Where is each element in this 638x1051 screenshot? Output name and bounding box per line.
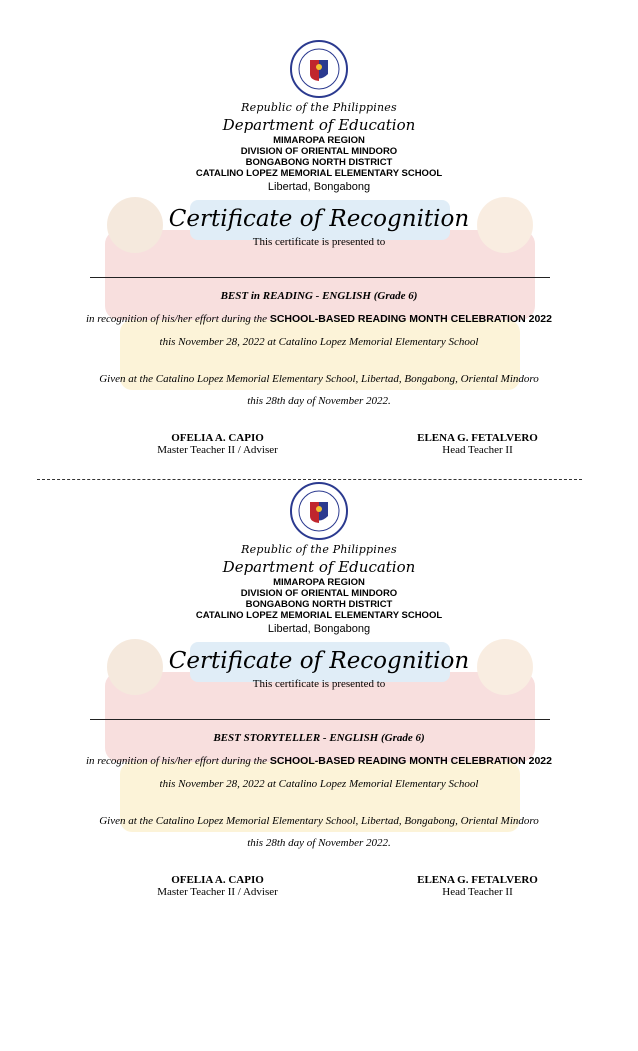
district-label: BONGABONG NORTH DISTRICT	[245, 599, 393, 610]
signatory-left-position: Master Teacher II / Adviser	[157, 886, 278, 898]
signatory-right-name: ELENA G. FETALVERO	[417, 432, 538, 444]
signatory-left-name: OFELIA A. CAPIO	[171, 874, 264, 886]
day-line: this 28th day of November 2022.	[247, 837, 391, 849]
signatory-left	[130, 874, 305, 898]
recognition-line	[0, 755, 638, 767]
region-label: MIMAROPA REGION	[273, 135, 365, 146]
deped-seal-icon	[290, 40, 348, 98]
day-line: this 28th day of November 2022.	[247, 395, 391, 407]
certificate-2	[0, 442, 638, 912]
signatory-right	[390, 874, 565, 898]
deped-seal-icon	[290, 482, 348, 540]
department-label: Department of Education	[222, 558, 416, 576]
signatory-right-position: Head Teacher II	[442, 444, 513, 456]
date-line: this November 28, 2022 at Catalino Lopez Memorial Elementary School	[159, 336, 479, 348]
school-label: CATALINO LOPEZ MEMORIAL ELEMENTARY SCHOOL	[195, 168, 443, 179]
recipient-name-line	[90, 719, 550, 720]
certificate-1	[0, 0, 638, 470]
certificate-title: Certificate of Recognition	[168, 206, 470, 232]
certificate-title: Certificate of Recognition	[168, 648, 470, 674]
given-line: Given at the Catalino Lopez Memorial Elementary School, Libertad, Bongabong, Oriental Mindoro	[99, 815, 539, 827]
recipient-name-line	[90, 277, 550, 278]
division-label: DIVISION OF ORIENTAL MINDORO	[240, 146, 398, 157]
event-name: SCHOOL-BASED READING MONTH CELEBRATION 2022	[269, 755, 552, 767]
recognition-prefix: in recognition of his/her effort during the	[85, 313, 268, 325]
recognition-line	[0, 313, 638, 325]
award-title: BEST STORYTELLER - ENGLISH (Grade 6)	[213, 732, 425, 744]
signatory-left-position: Master Teacher II / Adviser	[157, 444, 278, 456]
presented-to-text: This certificate is presented to	[252, 678, 386, 690]
event-name: SCHOOL-BASED READING MONTH CELEBRATION 2022	[269, 313, 552, 325]
given-line: Given at the Catalino Lopez Memorial Elementary School, Libertad, Bongabong, Oriental Mindoro	[99, 373, 539, 385]
school-label: CATALINO LOPEZ MEMORIAL ELEMENTARY SCHOOL	[195, 610, 443, 621]
division-label: DIVISION OF ORIENTAL MINDORO	[240, 588, 398, 599]
signatory-right-name: ELENA G. FETALVERO	[417, 874, 538, 886]
republic-label: Republic of the Philippines	[241, 543, 397, 556]
district-label: BONGABONG NORTH DISTRICT	[245, 157, 393, 168]
award-title: BEST in READING - ENGLISH (Grade 6)	[220, 290, 418, 302]
signatory-right-position: Head Teacher II	[442, 886, 513, 898]
town-label: Libertad, Bongabong	[267, 623, 371, 635]
region-label: MIMAROPA REGION	[273, 577, 365, 588]
republic-label: Republic of the Philippines	[241, 101, 397, 114]
signatory-left-name: OFELIA A. CAPIO	[171, 432, 264, 444]
department-label: Department of Education	[222, 116, 416, 134]
town-label: Libertad, Bongabong	[267, 181, 371, 193]
presented-to-text: This certificate is presented to	[252, 236, 386, 248]
date-line: this November 28, 2022 at Catalino Lopez Memorial Elementary School	[159, 778, 479, 790]
recognition-prefix: in recognition of his/her effort during the	[85, 755, 268, 767]
